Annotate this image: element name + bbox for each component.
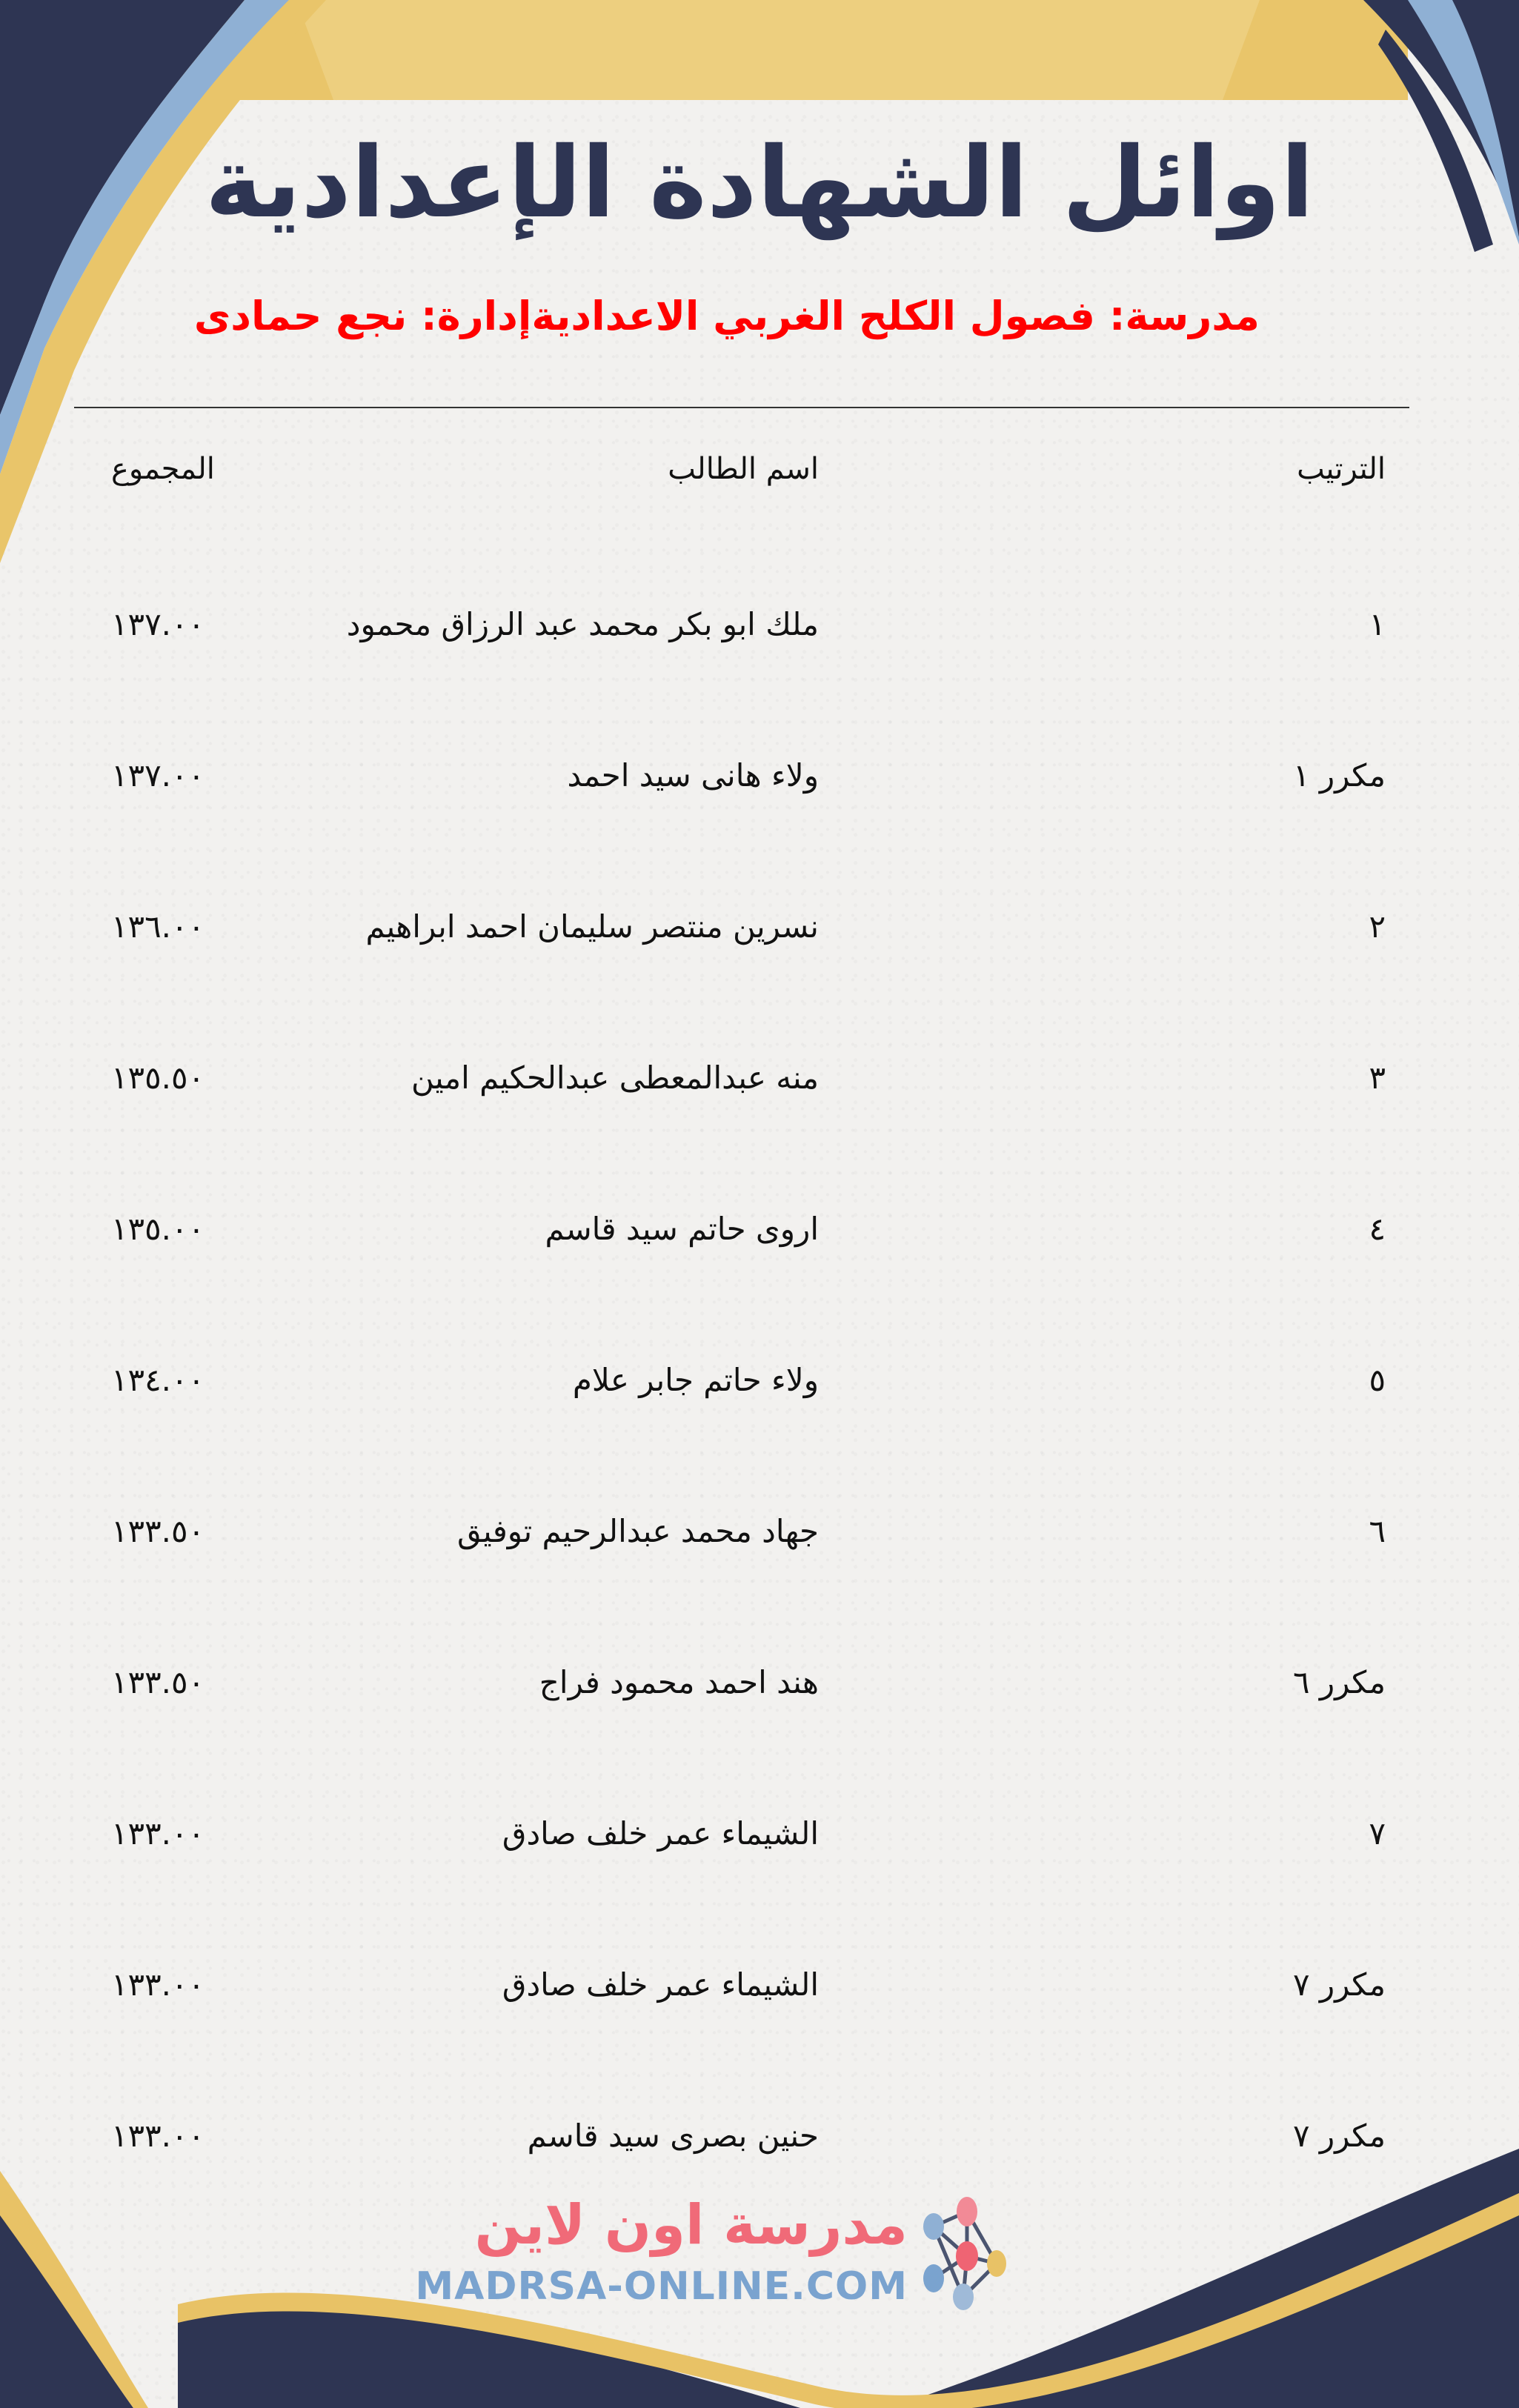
rank-cell: ٧ — [1369, 1815, 1386, 1852]
table-row — [0, 1966, 1519, 2026]
total-cell: ١٣٧.٠٠ — [111, 606, 205, 642]
total-cell: ١٣٧.٠٠ — [111, 757, 205, 794]
header-name: اسم الطالب — [668, 452, 819, 486]
subtitle — [193, 293, 1260, 339]
header-total: المجموع — [111, 452, 215, 486]
total-cell: ١٣٣.٥٠ — [111, 1664, 205, 1700]
logo-arabic-text: مدرسة اون لاين — [474, 2193, 908, 2257]
table-row — [0, 908, 1519, 968]
page-title: اوائل الشهادة الإعدادية — [205, 126, 1314, 240]
table-row — [0, 1362, 1519, 1421]
total-cell: ١٣٥.٥٠ — [111, 1060, 205, 1096]
table-row — [0, 1815, 1519, 1875]
table-row — [0, 2118, 1519, 2177]
table-row — [0, 1664, 1519, 1723]
rank-cell: مكرر ٦ — [1292, 1664, 1386, 1700]
molecule-network-icon — [911, 2193, 1008, 2312]
name-cell: جهاد محمد عبدالرحيم توفيق — [457, 1513, 819, 1549]
rank-cell: ٦ — [1369, 1513, 1386, 1549]
table-header-row — [0, 452, 1519, 511]
total-cell: ١٣٣.٠٠ — [111, 2118, 205, 2154]
table-row — [0, 757, 1519, 816]
rank-cell: ٥ — [1369, 1362, 1386, 1398]
name-cell: ولاء هانى سيد احمد — [567, 757, 819, 794]
table-row — [0, 606, 1519, 665]
name-cell: منه عبدالمعطى عبدالحكيم امين — [411, 1060, 819, 1096]
total-cell: ١٣٣.٠٠ — [111, 1815, 205, 1852]
rank-cell: مكرر ٧ — [1292, 1966, 1386, 2003]
table-row — [0, 1513, 1519, 1572]
header-divider — [74, 407, 1409, 408]
table-row — [0, 1211, 1519, 1270]
rank-cell: ٢ — [1369, 908, 1386, 945]
site-logo — [415, 2193, 1008, 2312]
rank-cell: ٤ — [1369, 1211, 1386, 1247]
name-cell: هند احمد محمود فراج — [539, 1664, 819, 1700]
name-cell: نسرين منتصر سليمان احمد ابراهيم — [365, 908, 819, 945]
table-row — [0, 1060, 1519, 1119]
name-cell: الشيماء عمر خلف صادق — [502, 1966, 819, 2003]
administration-name: إدارة: نجع حمادى — [193, 293, 532, 339]
name-cell: ملك ابو بكر محمد عبد الرزاق محمود — [346, 606, 819, 642]
header-rank: الترتيب — [1297, 452, 1386, 486]
rank-cell: ١ — [1369, 606, 1386, 642]
total-cell: ١٣٣.٥٠ — [111, 1513, 205, 1549]
total-cell: ١٣٥.٠٠ — [111, 1211, 205, 1247]
school-name: مدرسة: فصول الكلح الغربي الاعدادية — [531, 293, 1260, 339]
total-cell: ١٣٦.٠٠ — [111, 908, 205, 945]
rank-cell: مكرر ٧ — [1292, 2118, 1386, 2154]
name-cell: ولاء حاتم جابر علام — [572, 1362, 819, 1398]
name-cell: الشيماء عمر خلف صادق — [502, 1815, 819, 1852]
logo-english-text: MADRSA-ONLINE.COM — [415, 2264, 908, 2309]
total-cell: ١٣٤.٠٠ — [111, 1362, 205, 1398]
total-cell: ١٣٣.٠٠ — [111, 1966, 205, 2003]
rank-cell: ٣ — [1369, 1060, 1386, 1096]
name-cell: حنين بصرى سيد قاسم — [527, 2118, 819, 2154]
name-cell: اروى حاتم سيد قاسم — [545, 1211, 819, 1247]
rank-cell: مكرر ١ — [1292, 757, 1386, 794]
